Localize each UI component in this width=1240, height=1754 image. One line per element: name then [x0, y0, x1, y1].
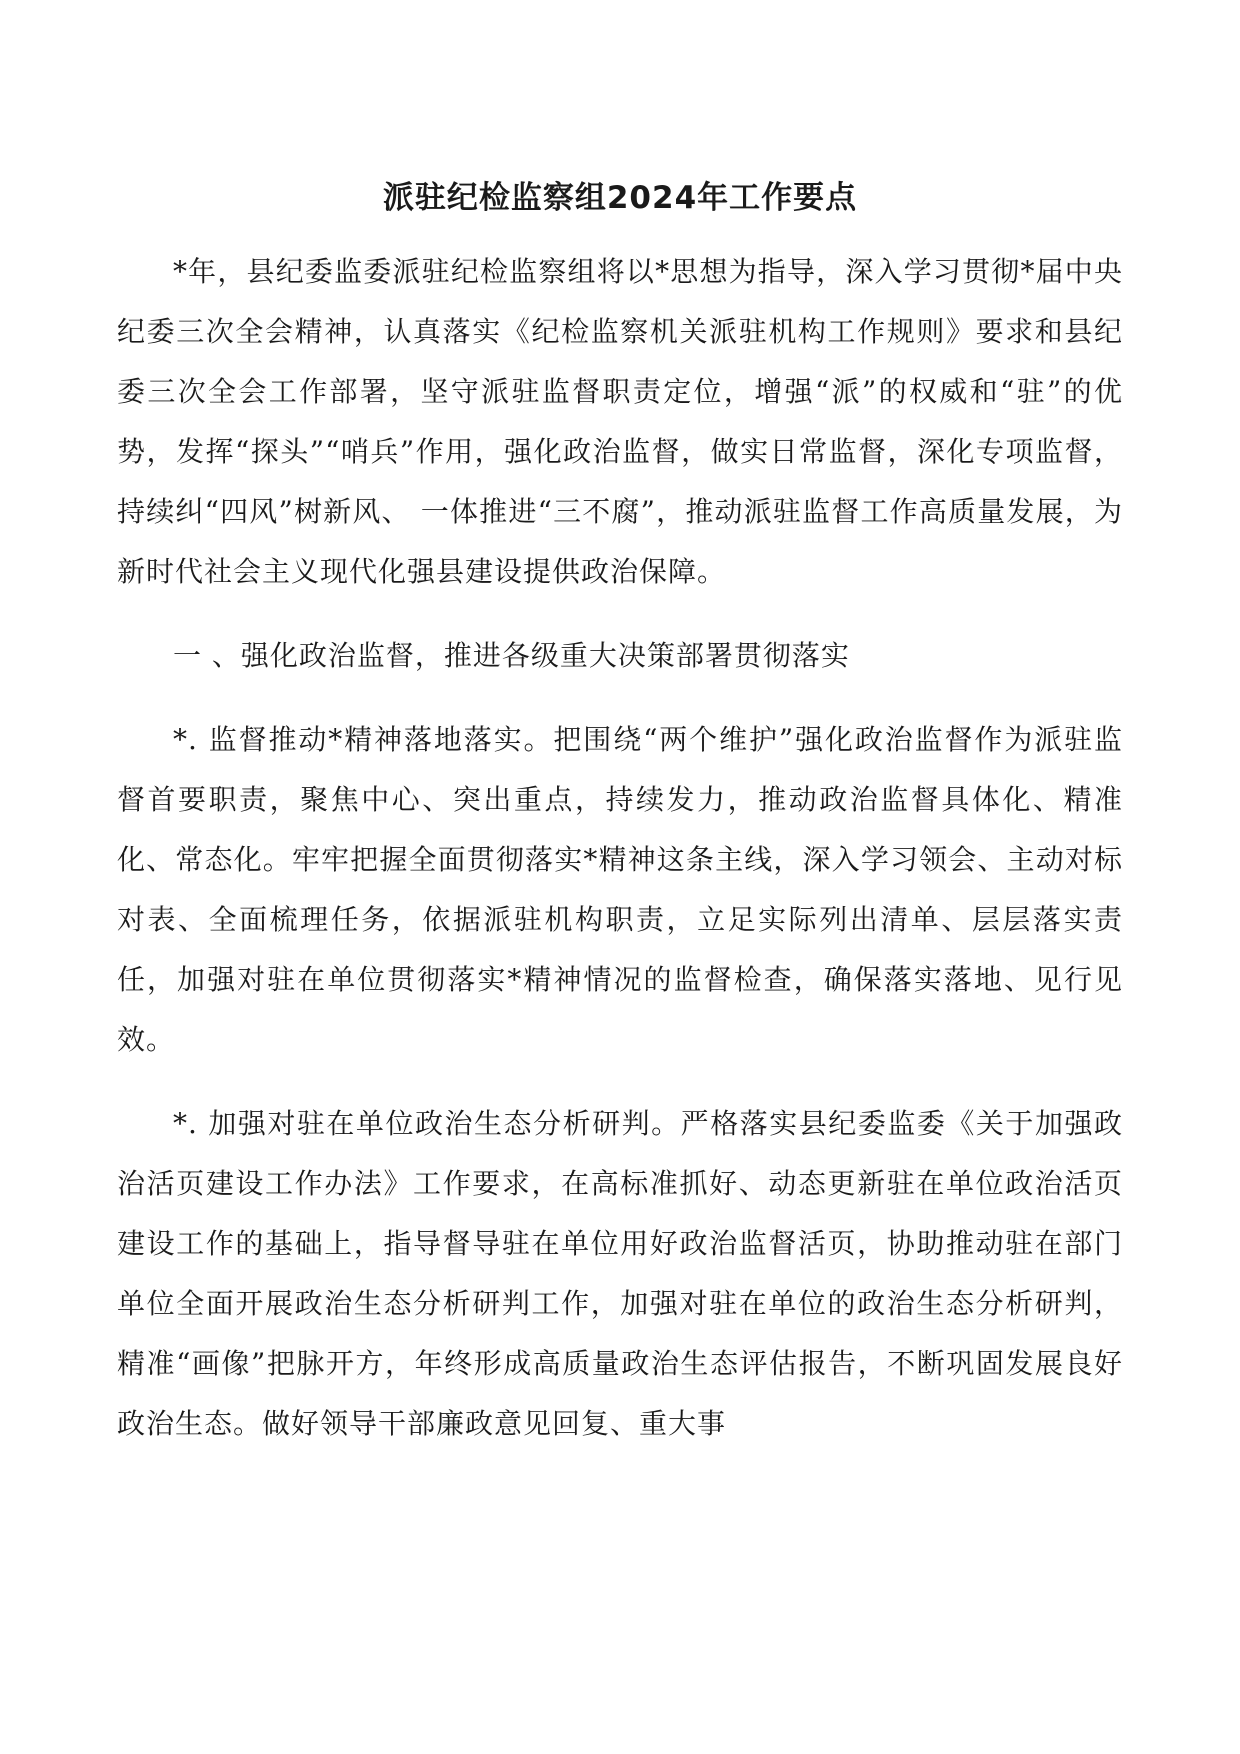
document-body — [117, 168, 1123, 1454]
item-paragraph-2: *. 加强对驻在单位政治生态分析研判。严格落实县纪委监委《关于加强政治活页建设工作办法》工作要求，在高标准抓好、动态更新驻在单位政治活页建设工作的基础上，指导督导驻在单位用好政治监督活页，协助推动驻在部门单位全面开展政治生态分析研判工作，加强对驻在单位的政治生态分析研判，精准“画像”把脉开方，年终形成高质量政治生态评估报告，不断巩固发展良好政治生态。做好领导干部廉政意见回复、重大事 — [117, 1107, 1123, 1440]
intro-paragraph: *年，县纪委监委派驻纪检监察组将以*思想为指导，深入学习贯彻*届中央纪委三次全会精神，认真落实《纪检监察机关派驻机构工作规则》要求和县纪委三次全会工作部署，坚守派驻监督职责定位，增强“派”的权威和“驻”的优势，发挥“探头”“哨兵”作用，强化政治监督，做实日常监督，深化专项监督，持续纠“四风”树新风、 一体推进“三不腐”，推动派驻监督工作高质量发展，为新时代社会主义现代化强县建设提供政治保障。 — [117, 255, 1123, 588]
section-heading-1: 一 、强化政治监督，推进各级重大决策部署贯彻落实 — [173, 639, 850, 672]
item-paragraph-1: *. 监督推动*精神落地落实。把围绕“两个维护”强化政治监督作为派驻监督首要职责，聚焦中心、突出重点，持续发力，推动政治监督具体化、精准化、常态化。牢牢把握全面贯彻落实*精神这条主线，深入学习领会、主动对标对表、全面梳理任务，依据派驻机构职责，立足实际列出清单、层层落实责任，加强对驻在单位贯彻落实*精神情况的监督检查，确保落实落地、见行见效。 — [117, 723, 1123, 1056]
document-title: 派驻纪检监察组2024年工作要点 — [382, 180, 858, 216]
